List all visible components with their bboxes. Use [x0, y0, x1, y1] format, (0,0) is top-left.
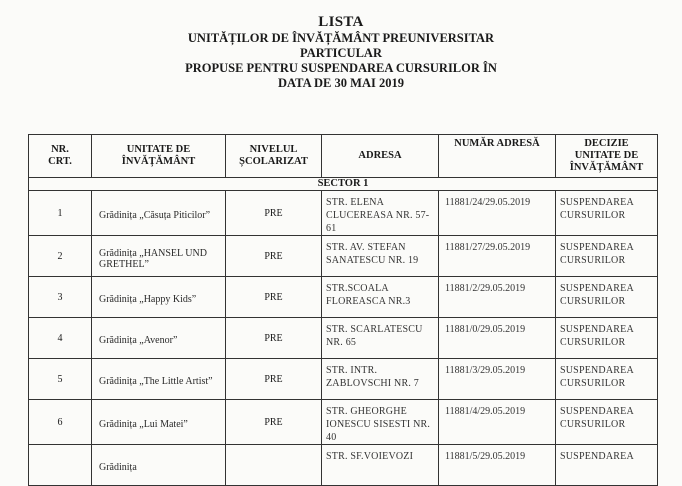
unit-name-cell: Grădinița „Lui Matei” — [92, 400, 226, 445]
address-cell: STR. SF.VOIEVOZI — [322, 445, 439, 486]
table-row — [29, 400, 658, 445]
column-header-nr: NR. CRT. — [29, 135, 92, 178]
nr-cell: 2 — [29, 236, 92, 277]
heading-line-5: DATA DE 30 MAI 2019 — [278, 76, 404, 90]
address-number-cell: 11881/2/29.05.2019 — [439, 277, 556, 318]
address-cell: STR. ELENA CLUCEREASA NR. 57-61 — [322, 191, 439, 236]
column-header-numar-adresa: NUMĂR ADRESĂ — [439, 135, 556, 178]
table-row — [29, 445, 658, 486]
nivel-cell: PRE — [226, 400, 322, 445]
nr-cell: 4 — [29, 318, 92, 359]
address-number-cell: 11881/27/29.05.2019 — [439, 236, 556, 277]
table-row — [29, 277, 658, 318]
unit-name-cell: Grădinița „Avenor” — [92, 318, 226, 359]
unit-name-cell: Grădinița „HANSEL UND GRETHEL” — [92, 236, 226, 277]
address-number-cell: 11881/4/29.05.2019 — [439, 400, 556, 445]
address-cell: STR. INTR. ZABLOVSCHI NR. 7 — [322, 359, 439, 400]
address-cell: STR. AV. STEFAN SANATESCU NR. 19 — [322, 236, 439, 277]
nivel-cell — [226, 445, 322, 486]
table-row — [29, 191, 658, 236]
nivel-cell: PRE — [226, 191, 322, 236]
column-header-unit: UNITATE DE ÎNVĂȚĂMÂNT — [92, 135, 226, 178]
sector-label: SECTOR 1 — [29, 178, 658, 191]
address-cell: STR.SCOALA FLOREASCA NR.3 — [322, 277, 439, 318]
decision-cell: SUSPENDAREA CURSURILOR — [556, 236, 658, 277]
nivel-cell: PRE — [226, 318, 322, 359]
column-header-decizie: DECIZIE UNITATE DE ÎNVĂȚĂMÂNT — [556, 135, 658, 178]
address-number-cell: 11881/3/29.05.2019 — [439, 359, 556, 400]
heading-line-2: UNITĂȚILOR DE ÎNVĂȚĂMÂNT PREUNIVERSITAR — [187, 31, 495, 45]
heading-line-4: PROPUSE PENTRU SUSPENDAREA CURSURILOR ÎN — [185, 61, 497, 75]
table-row — [29, 236, 658, 277]
decision-cell: SUSPENDAREA CURSURILOR — [556, 400, 658, 445]
nr-cell: 3 — [29, 277, 92, 318]
decision-cell: SUSPENDAREA CURSURILOR — [556, 191, 658, 236]
unit-name-cell: Grădinița — [92, 445, 226, 486]
table-row — [29, 359, 658, 400]
sector-row — [29, 178, 658, 191]
heading-title: LISTA — [318, 14, 364, 30]
schools-table-body — [29, 135, 658, 486]
heading-line-3: PARTICULAR — [300, 46, 382, 60]
decision-cell: SUSPENDAREA CURSURILOR — [556, 359, 658, 400]
unit-name-cell: Grădinița „Happy Kids” — [92, 277, 226, 318]
address-number-cell: 11881/0/29.05.2019 — [439, 318, 556, 359]
nr-cell: 6 — [29, 400, 92, 445]
table-row — [29, 318, 658, 359]
nivel-cell: PRE — [226, 236, 322, 277]
address-cell: STR. GHEORGHE IONESCU SISESTI NR. 40 — [322, 400, 439, 445]
nr-cell — [29, 445, 92, 486]
nivel-cell: PRE — [226, 359, 322, 400]
decision-cell: SUSPENDAREA CURSURILOR — [556, 318, 658, 359]
nr-cell: 1 — [29, 191, 92, 236]
nr-cell: 5 — [29, 359, 92, 400]
decision-cell: SUSPENDAREA — [556, 445, 658, 486]
column-header-nivel: NIVELUL ȘCOLARIZAT — [226, 135, 322, 178]
unit-name-cell: Grădinița „Căsuța Piticilor” — [92, 191, 226, 236]
address-number-cell: 11881/5/29.05.2019 — [439, 445, 556, 486]
document-heading — [0, 14, 682, 91]
schools-table — [28, 134, 658, 486]
decision-cell: SUSPENDAREA CURSURILOR — [556, 277, 658, 318]
nivel-cell: PRE — [226, 277, 322, 318]
address-cell: STR. SCARLATESCU NR. 65 — [322, 318, 439, 359]
address-number-cell: 11881/24/29.05.2019 — [439, 191, 556, 236]
unit-name-cell: Grădinița „The Little Artist” — [92, 359, 226, 400]
table-header-row — [29, 135, 658, 178]
column-header-adresa: ADRESA — [322, 135, 439, 178]
